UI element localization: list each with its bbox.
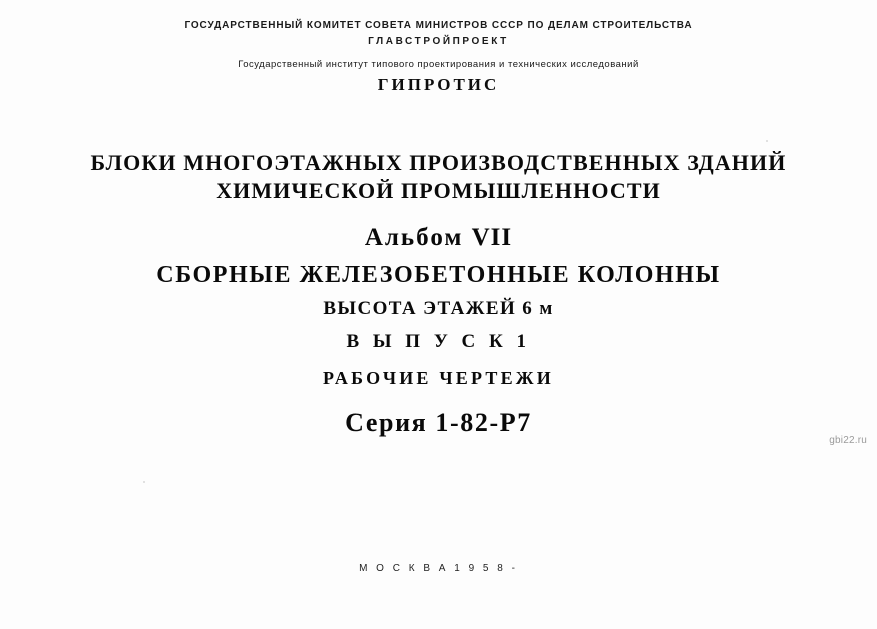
scan-speck [143, 481, 145, 483]
imprint-line: М О С К В А 1 9 5 8 - [359, 563, 518, 574]
ministry-line: ГОСУДАРСТВЕННЫЙ КОМИТЕТ СОВЕТА МИНИСТРОВ СССР ПО ДЕЛАМ СТРОИТЕЛЬСТВА [184, 20, 693, 31]
document-subject: СБОРНЫЕ ЖЕЛЕЗОБЕТОННЫЕ КОЛОННЫ [156, 262, 721, 288]
document-title-line-1: БЛОКИ МНОГОЭТАЖНЫХ ПРОИЗВОДСТВЕННЫХ ЗДАНИЙ [90, 150, 787, 175]
institute-description: Государственный институт типового проектирования и технических исследований [238, 59, 639, 70]
album-line [0, 224, 877, 252]
series-line: Серия 1-82-Р7 [345, 408, 532, 437]
scan-speck [766, 140, 768, 142]
issue-line: В Ы П У С К 1 [346, 331, 531, 352]
floor-height-line: ВЫСОТА ЭТАЖЕЙ 6 м [323, 298, 554, 319]
institute-abbreviation: ГИПРОТИС [377, 75, 500, 94]
watermark-label: gbi22.ru [829, 435, 867, 446]
document-title-line-2: ХИМИЧЕСКОЙ ПРОМЫШЛЕННОСТИ [216, 178, 661, 203]
album-label: Альбом [364, 224, 464, 251]
main-department-line: ГЛАВСТРОЙПРОЕКТ [368, 36, 509, 47]
document-kind-line: РАБОЧИЕ ЧЕРТЕЖИ [323, 368, 554, 388]
album-number: VII [471, 224, 513, 251]
